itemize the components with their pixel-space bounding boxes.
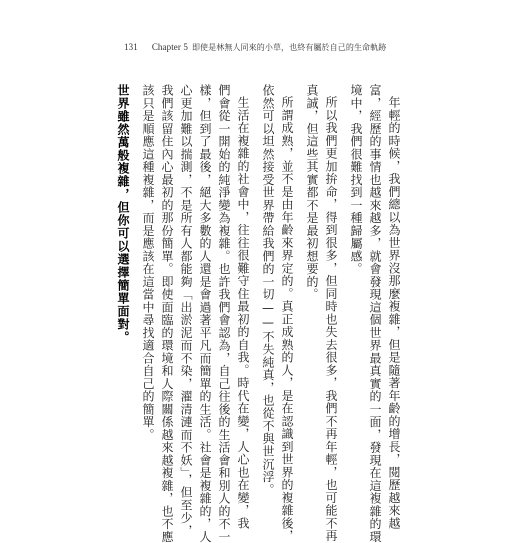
text-column: 樣，但到了最後，絕大多數的人還是會過著平凡而簡單的生活。社會是複雜的，人 [198, 84, 212, 543]
text-column: 該只是順應這種複雜，而是應該在這當中尋找適合自己的簡單。 [141, 84, 155, 441]
text-column: 所以我們更加拚命，得到很多，但同時也失去很多，我們不再年輕，也可能不再 [324, 96, 338, 543]
chapter-title: 即使是林無人同來的小草，也終有屬於自己的生命軌跡 [191, 42, 387, 52]
running-header [124, 40, 386, 54]
text-column: 心更加難以揣測，不是所有人都能夠「出淤泥而不染，濯清漣而不妖」，但至少， [179, 84, 193, 537]
text-column: 生活在複雜的社會中，往往很難守住最初的自我。時代在變，人心也在變，我 [236, 96, 250, 530]
text-column: 年輕的時候，我們總以為世界沒那麼複雜，但是隨著年齡的增長，閱歷越來越 [387, 96, 401, 530]
page-number: 131 [124, 42, 138, 52]
text-column: 富，經歷的事情也越來越多，就會發現這個世界最真實的一面，發現在這複雜的環 [368, 84, 382, 543]
emphasis-column: 世界雖然萬般複雜，但你可以選擇簡單面對。 [116, 84, 130, 344]
text-column: 境中，我們很難找到一種歸屬感。 [349, 84, 363, 276]
text-column: 所謂成熟，並不是由年齡來界定的。真正成熟的人，是在認識到世界的複雜後， [280, 96, 294, 543]
text-column: 依然可以坦然接受世界帶給我們的一切——不失純真，也從不與世沉浮。 [261, 84, 275, 496]
vertical-body-text [110, 84, 401, 543]
text-column: 我們該留住內心最初的那份簡單。即使面臨的環境和人際關係越來越複雜，也不應 [160, 84, 174, 543]
text-column: 們會從一開始的純淨變為複雜。也許我們會認為，自己往後的生活會和別人的不一 [217, 84, 231, 543]
text-column: 真誠，但這些其實都不是最初想要的。 [305, 84, 319, 301]
chapter-label: Chapter 5 [151, 42, 188, 52]
